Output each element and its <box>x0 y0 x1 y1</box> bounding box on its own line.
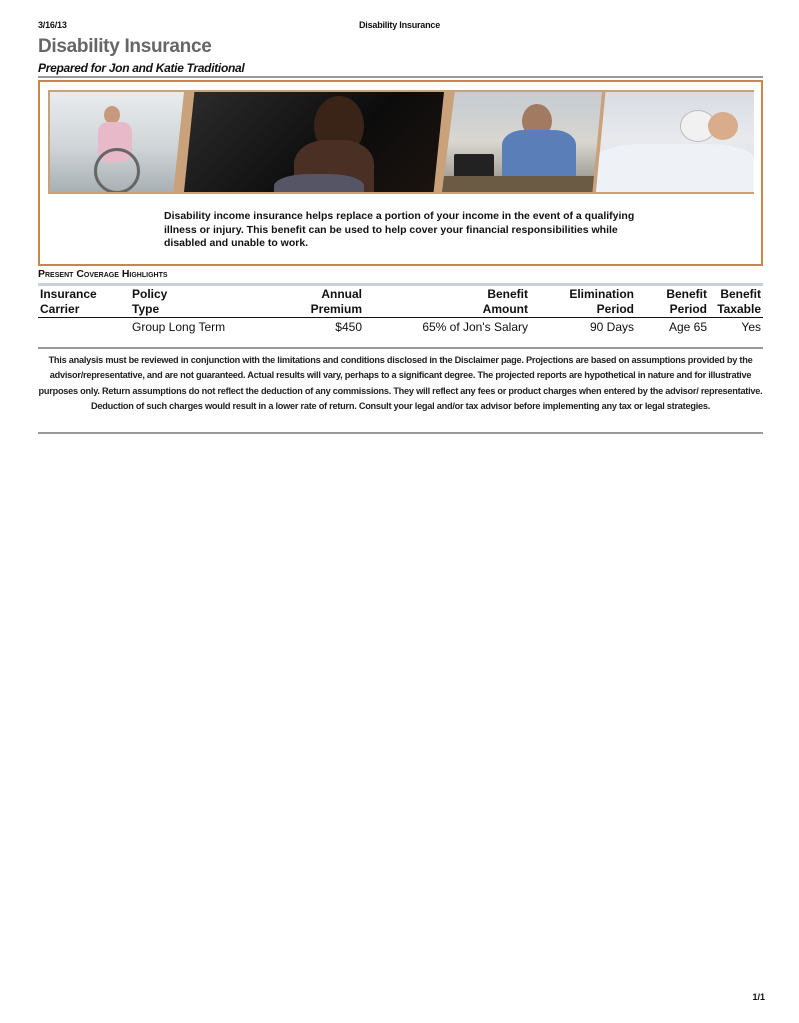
section-title: Present Coverage Highlights <box>38 268 168 280</box>
cell-benefit-amount: 65% of Jon's Salary <box>422 320 528 334</box>
print-header-title: Disability Insurance <box>358 20 441 30</box>
photo-strip <box>48 90 754 194</box>
cell-elimination-period: 90 Days <box>589 320 634 334</box>
neck-pain-photo <box>184 92 444 192</box>
column-header: Benefit Amount <box>364 286 530 318</box>
cell-benefit-period: Age 65 <box>668 320 707 334</box>
cell-policy-type: Group Long Term <box>132 320 226 334</box>
column-header: Insurance Carrier <box>38 286 130 318</box>
wheelchair-photo <box>50 92 184 192</box>
cell-annual-premium: $450 <box>335 320 362 334</box>
disclaimer-text: This analysis must be reviewed in conjunction with the limitations and conditions disclosed in the Disclaimer page. Projections are based on assumptions provided by the advisor/representative, and are not guaranteed. Actual results will vary, perhaps to a significant degree. The projected reports are hypothetical in nature and for illustrative purposes only. Return assumptions do not reflect the deduction of any commissions. They will reflect any fees or product charges when entered by the advisor/ representative. Deduction of such charges would result in a lower rate of return. Consult your legal and/or tax advisor before implementing any tax or legal strategies. <box>38 355 763 411</box>
print-date: 3/16/13 <box>38 20 67 30</box>
intro-banner <box>38 80 763 266</box>
disclaimer-bottom-divider <box>38 432 763 434</box>
table-header-row <box>38 286 763 318</box>
office-stress-photo <box>442 92 602 192</box>
page-subtitle: Prepared for Jon and Katie Traditional <box>38 61 245 75</box>
table-row <box>38 318 763 336</box>
column-header: Annual Premium <box>264 286 364 318</box>
header-divider <box>38 76 763 78</box>
coverage-table <box>38 286 763 335</box>
page-number: 1/1 <box>752 992 765 1002</box>
column-header: Benefit Period <box>636 286 709 318</box>
column-header: Benefit Taxable <box>709 286 763 318</box>
column-header: Policy Type <box>130 286 264 318</box>
intro-text: Disability income insurance helps replace a portion of your income in the event of a qualifying illness or injury. This benefit can be used to help cover your financial responsibilities while disabled and unable to work. <box>164 210 635 249</box>
disclaimer-top-divider <box>38 347 763 349</box>
column-header: Elimination Period <box>530 286 636 318</box>
cell-benefit-taxable: Yes <box>741 320 761 334</box>
cell-insurance-carrier <box>38 318 130 336</box>
hospital-bed-photo <box>596 92 754 192</box>
page-title: Disability Insurance <box>38 36 212 57</box>
